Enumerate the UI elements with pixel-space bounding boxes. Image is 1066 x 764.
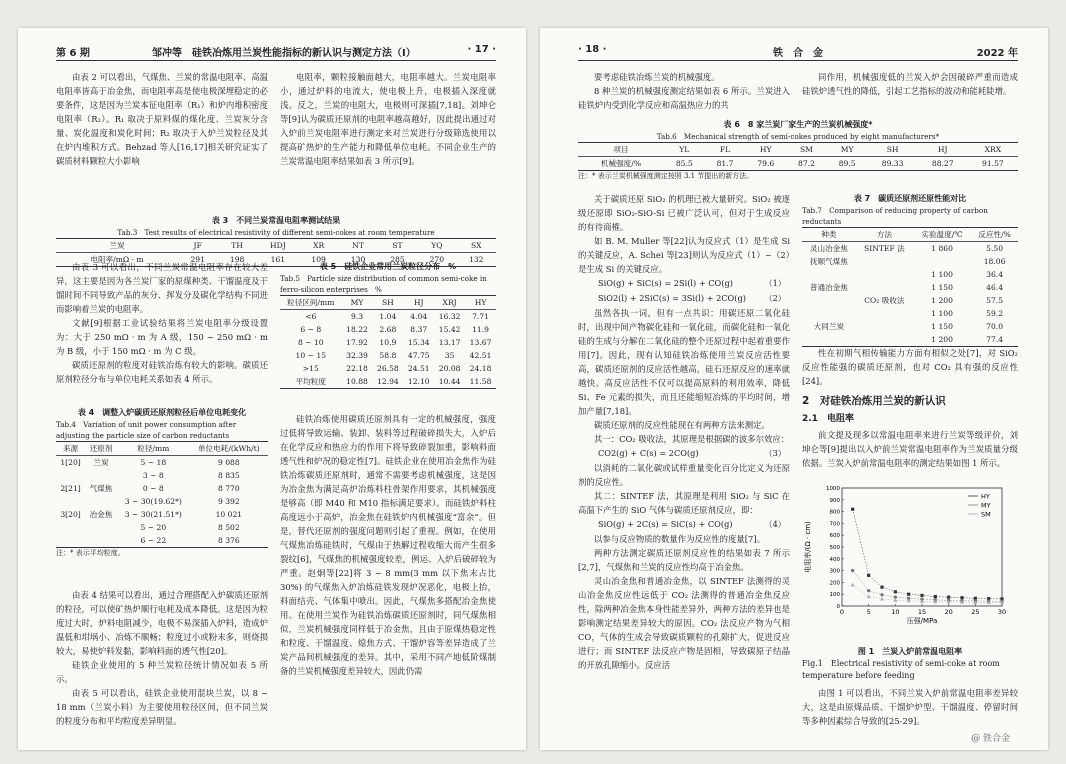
table-7-title-en: Tab.7 Comparison of reducing property of carbon reductants bbox=[802, 206, 988, 226]
column-1-body bbox=[578, 192, 790, 672]
table-cell: 9 088 bbox=[217, 458, 240, 467]
table-row bbox=[56, 508, 268, 521]
table-header: 来源 bbox=[56, 442, 85, 456]
table-header: HJ bbox=[403, 296, 434, 310]
table-header: HDJ bbox=[257, 239, 299, 253]
table-cell: 81.7 bbox=[716, 159, 734, 168]
table-cell: 7.71 bbox=[472, 312, 489, 321]
table-cell: 89.5 bbox=[838, 159, 856, 168]
table-cell: 15.42 bbox=[438, 325, 461, 334]
data-point-my bbox=[851, 569, 854, 572]
table-cell: 5 ~ 18 bbox=[140, 458, 167, 467]
y-tick-label: 300 bbox=[829, 568, 840, 575]
table-header: SM bbox=[786, 143, 827, 157]
table-6-grid bbox=[578, 142, 1018, 171]
table-row bbox=[578, 157, 1018, 171]
series-line-my bbox=[853, 571, 1002, 602]
table-cell: 59.2 bbox=[986, 309, 1004, 318]
table-cell: 24.51 bbox=[407, 364, 430, 373]
table-row bbox=[802, 255, 1018, 268]
table-cell: 35 bbox=[444, 351, 455, 360]
table-header: 方法 bbox=[856, 228, 913, 242]
table-cell bbox=[856, 333, 913, 347]
table-cell: 77.4 bbox=[986, 335, 1004, 344]
data-point-my bbox=[880, 593, 883, 596]
table-cell: 11.9 bbox=[472, 325, 489, 334]
data-point-sm bbox=[851, 583, 855, 587]
column-2-top bbox=[802, 70, 1018, 98]
table-cell: 4.04 bbox=[410, 312, 428, 321]
table-4-note: 注：* 表示平均粒度。 bbox=[56, 549, 125, 557]
data-point-hy bbox=[880, 586, 883, 589]
table-6-title-en: Tab.6 Mechanical strength of semi-cokes produced by eight manufacturers* bbox=[656, 132, 940, 141]
table-header: 单位电耗/(kWh/t) bbox=[190, 442, 268, 456]
table-header: HJ bbox=[918, 143, 968, 157]
y-tick-label: 1000 bbox=[826, 486, 840, 492]
paragraph: 其二：SINTEF 法，其原理是利用 SiO₂ 与 SiC 在高温下产生的 SiO 气体与碳质还原剂反应，即： bbox=[578, 491, 790, 515]
table-header: HY bbox=[745, 143, 786, 157]
y-tick-label: 500 bbox=[829, 545, 840, 551]
plot-frame bbox=[842, 488, 1002, 606]
table-cell bbox=[85, 534, 117, 548]
table-cell bbox=[85, 469, 117, 482]
table-cell: CO₂ 吸收法 bbox=[864, 296, 905, 305]
x-axis-label: 压强/MPa bbox=[906, 617, 938, 625]
table-cell: 24.18 bbox=[469, 364, 492, 373]
table-cell: 91.57 bbox=[982, 159, 1004, 168]
column-2-top bbox=[280, 70, 496, 168]
page-17 bbox=[18, 28, 526, 750]
table-cell: 10 ~ 15 bbox=[295, 351, 327, 360]
table-cell: 6 ~ 8 bbox=[300, 325, 322, 334]
table-cell: 1 100 bbox=[931, 309, 953, 318]
table-cell: 5.50 bbox=[986, 244, 1004, 253]
table-5-title: 表 5 硅铁企业常用兰炭粒径分布 % bbox=[319, 262, 457, 271]
table-row bbox=[280, 336, 496, 349]
table-4-title: 表 4 调整入炉碳质还原剂粒径后单位电耗变化 bbox=[77, 408, 247, 417]
table-cell: 109 bbox=[311, 255, 326, 264]
table-cell bbox=[56, 495, 85, 508]
figure-1 bbox=[802, 482, 1018, 728]
table-6-note: 注：* 表示兰炭机械强度测定按照 3.1 节提出的新方法。 bbox=[578, 172, 754, 180]
issue-label: 第 6 期 bbox=[56, 48, 90, 59]
table-cell: 10 021 bbox=[215, 510, 243, 519]
paragraph: 以消耗的二氧化碳或试样重量变化百分比定义为还原剂的反应性。 bbox=[578, 463, 790, 487]
table-cell: 普通冶金焦 bbox=[809, 283, 848, 292]
table-5-grid bbox=[280, 295, 496, 389]
column-1-top bbox=[578, 70, 790, 112]
table-row bbox=[280, 310, 496, 324]
table-cell: 58.8 bbox=[379, 351, 397, 360]
table-cell: 2[21] bbox=[60, 484, 81, 493]
table-cell bbox=[856, 255, 913, 268]
table-cell: 0 ~ 8 bbox=[142, 484, 164, 493]
paragraph: 碳质还原剂的粒度对硅铁冶炼有较大的影响。碳质还原剂粒径分布与单位电耗关系如表 4 所示。 bbox=[56, 360, 268, 384]
table-cell: 大同兰炭 bbox=[813, 322, 845, 331]
equation-body: SiO2(l) + 2SiC(s) = 3Si(l) + 2CO(g) bbox=[598, 293, 746, 303]
paragraph: 同作用，机械强度低的兰炭入炉会因破碎严重而造成硅铁炉透气性的降低，引起工艺指标的波动和能耗陡增。 bbox=[802, 72, 1018, 96]
table-cell: 3[20] bbox=[60, 510, 81, 519]
data-point-hy bbox=[851, 508, 854, 511]
figure-1-caption-en: Fig.1 Electrical resistivity of semi-coke at room temperature before feeding bbox=[802, 659, 1000, 680]
table-cell: 2.68 bbox=[379, 325, 397, 334]
series-line-hy bbox=[853, 509, 1002, 599]
table-cell: 70.0 bbox=[986, 322, 1004, 331]
x-tick-label: 20 bbox=[944, 608, 953, 616]
paragraph: 性在初期气相传输能力方面有相似之处[7]，对 SiO₂ 反应性能强的碳质还原剂，也对 CO₂ 具有强的反应性[24]。 bbox=[802, 348, 1018, 386]
table-row bbox=[280, 362, 496, 375]
table-cell: 平均粒度 bbox=[295, 377, 326, 386]
paragraph: 由表 4 结果可以看出，通过合理搭配入炉碳质还原剂的粒径，可以使矿热炉顺行电耗及成本降低。这是因为粒度过大时，炉料电阻减少，电极不易深插入炉料，造成炉温低和坩埚小、冶炼不顺畅；粒度过小或粉末多，则烧损较大，易使炉料发黏，影响料面的透气性[20]。 bbox=[56, 590, 268, 656]
table-cell: 10.88 bbox=[346, 377, 368, 386]
table-cell: <6 bbox=[305, 312, 317, 321]
x-tick-label: 0 bbox=[839, 608, 845, 616]
table-header: TH bbox=[217, 239, 256, 253]
table-cell: 13.67 bbox=[469, 338, 492, 347]
data-point-hy bbox=[907, 593, 910, 596]
table-row bbox=[56, 521, 268, 534]
table-4 bbox=[56, 406, 268, 559]
equation-1 bbox=[578, 276, 790, 291]
table-row bbox=[280, 323, 496, 336]
y-tick-label: 600 bbox=[829, 533, 840, 540]
data-point-hy bbox=[960, 596, 963, 599]
paragraph: 碳质还原剂的反应性能现在有两种方法来测定。 bbox=[594, 420, 770, 430]
table-cell: 16.32 bbox=[438, 312, 461, 321]
table-header: XRJ bbox=[434, 296, 465, 310]
table-cell bbox=[802, 294, 856, 307]
table-header: 兰炭 bbox=[56, 239, 178, 253]
journal-name: 铁 合 金 bbox=[773, 48, 823, 59]
table-cell: 12.10 bbox=[407, 377, 430, 386]
equation-body: SiO(g) + SiC(s) = 2Si(l) + CO(g) bbox=[598, 278, 733, 288]
table-3-title: 表 3 不同兰炭常温电阻率测试结果 bbox=[211, 216, 341, 225]
table-cell: 46.4 bbox=[986, 283, 1004, 292]
paragraph: 由图 1 可以看出，不同兰炭入炉前常温电阻率差异较大，这是由原煤品质、干馏炉炉型、干馏温度、停留时间等多种因素综合导致的[25-29]。 bbox=[802, 688, 1018, 726]
legend-label: MY bbox=[981, 501, 991, 510]
resistivity-chart bbox=[802, 482, 1018, 642]
table-row bbox=[280, 375, 496, 389]
x-tick-label: 10 bbox=[891, 608, 900, 616]
equation-2 bbox=[578, 291, 790, 306]
table-row bbox=[56, 456, 268, 470]
table-cell: 8 770 bbox=[217, 484, 240, 493]
paragraph: 灵山冶金焦和普通冶金焦，以 SINTEF 法测得的灵山冶金焦反应性远低于 CO₂ 法测得的普通冶金焦反应性，除两种冶金焦本身性能差异外，两种方法的差异也是影响测定结果差异较大的原因。CO₂ 法反应产物为气相 CO，气体的生成会导致碳质颗粒的孔隙扩大，促进反应进行；而 SINTEF 法反应产物是固相，导致碳原子结晶的开放孔隙缩小。反应活 bbox=[578, 576, 790, 670]
table-row bbox=[56, 495, 268, 508]
table-cell bbox=[56, 534, 85, 548]
table-cell: 79.6 bbox=[757, 159, 775, 168]
table-row bbox=[802, 281, 1018, 294]
table-cell: 57.5 bbox=[986, 296, 1004, 305]
table-4-grid bbox=[56, 441, 268, 548]
y-tick-label: 400 bbox=[829, 556, 840, 563]
data-point-my bbox=[867, 589, 870, 592]
table-cell: 36.4 bbox=[986, 270, 1004, 279]
equation-body: CO2(g) + C(s) = 2CO(g) bbox=[598, 448, 699, 458]
table-cell: 10.44 bbox=[438, 377, 461, 386]
table-6 bbox=[578, 118, 1018, 182]
y-tick-label: 700 bbox=[829, 521, 840, 528]
x-tick-label: 30 bbox=[997, 608, 1007, 616]
data-point-hy bbox=[867, 574, 870, 577]
table-cell: 6 ~ 22 bbox=[140, 536, 167, 545]
table-cell bbox=[802, 333, 856, 347]
table-4-title-en: Tab.4 Variation of unit power consumption after adjusting the particle size of carbon reductants bbox=[56, 420, 237, 440]
page-18 bbox=[540, 28, 1048, 750]
paragraph: 虽然各执一词，但有一点共识：用碳还原二氧化硅时，出现中间产物碳化硅和一氧化硅，而碳化硅和一氧化硅的生成与分解在二氧化硅的整个还原过程中起着重要作用[7]。因此，现有认知硅铁冶炼使用兰炭反应活性要高，碳质还原剂的反应活性越高，硅石还原反应的速率就越快。高反应活性不仅可以提高原料的利用效率，降低 Si、Fe 元素的损失，而且还能缩短冶炼的平均时间，增加产量[7,18]。 bbox=[578, 308, 790, 416]
paragraph: 硅铁企业使用的 5 种兰炭粒径统计情况如表 5 所示。 bbox=[56, 660, 268, 684]
table-cell: 88.27 bbox=[931, 159, 954, 168]
table-header: JF bbox=[178, 239, 217, 253]
table-cell bbox=[913, 255, 971, 268]
table-header: 粒径/mm bbox=[117, 442, 190, 456]
table-row bbox=[802, 242, 1018, 256]
table-cell: 1 150 bbox=[931, 322, 953, 331]
figure-1-caption: 图 1 兰炭入炉前常温电阻率 bbox=[857, 647, 963, 656]
table-cell: 22.18 bbox=[346, 364, 368, 373]
table-cell: SINTEF 法 bbox=[864, 244, 905, 253]
table-header: XRX bbox=[968, 143, 1018, 157]
series-line-sm bbox=[853, 585, 1002, 603]
subsection-heading: 2.1 电阻率 bbox=[802, 414, 854, 424]
table-header: 实验温度/℃ bbox=[913, 228, 971, 242]
table-cell: 灵山冶金焦 bbox=[809, 244, 848, 253]
table-header: SX bbox=[457, 239, 496, 253]
page-number: · 17 · bbox=[467, 44, 496, 55]
table-header: XR bbox=[299, 239, 338, 253]
table-header: FL bbox=[705, 143, 746, 157]
row-label: 机械强度/% bbox=[600, 159, 642, 168]
equation-number: （2） bbox=[764, 293, 786, 303]
column-1-middle bbox=[56, 260, 268, 386]
table-5 bbox=[280, 260, 496, 389]
column-1-top bbox=[56, 70, 268, 168]
row-label: 电阻率/mΩ · m bbox=[90, 255, 144, 264]
table-row bbox=[56, 469, 268, 482]
table-row bbox=[802, 294, 1018, 307]
equation-number: （4） bbox=[764, 519, 786, 529]
table-cell: 冶金焦 bbox=[89, 510, 113, 519]
table-header: 反应性/% bbox=[971, 228, 1018, 242]
table-cell: 3 ~ 30(21.51*) bbox=[124, 510, 182, 519]
table-cell: 15.34 bbox=[407, 338, 430, 347]
legend-label: SM bbox=[981, 510, 991, 519]
table-cell: 8 502 bbox=[217, 523, 240, 532]
table-header: 还原剂 bbox=[85, 442, 117, 456]
article-title: 邹冲等 硅铁冶炼用兰炭性能指标的新认识与测定方法（Ⅰ） bbox=[152, 48, 416, 59]
table-cell: 130 bbox=[350, 255, 366, 264]
table-cell: 抚顺气煤焦 bbox=[809, 257, 848, 266]
paragraph: 电阻率，颗粒接触面越大，电阻率越大。兰炭电阻率小，通过炉料的电流大，使电极上升，电极插入深度就浅。反之，兰炭的电阻大，电极则可深插[7,18]。刘坤仑等[9]认为碳质还原剂的电阻率越高越好，因此提出通过对入炉前兰炭电阻率进行测定来对兰炭进行分级筛选使用以提高矿热炉的生产能力和降低单位电耗。不同企业生产的兰炭常温电阻率结果如表 3 所示[9]。 bbox=[280, 72, 496, 166]
table-cell: 1 860 bbox=[931, 244, 953, 253]
table-cell bbox=[856, 307, 913, 320]
table-cell bbox=[802, 268, 856, 281]
table-cell: 1 100 bbox=[931, 270, 953, 279]
table-5-title-en: Tab.5 Particle size distribution of common semi-coke in ferro-silicon enterprises % bbox=[280, 274, 487, 294]
equation-3 bbox=[578, 446, 790, 461]
table-cell: 1 200 bbox=[931, 296, 953, 305]
table-header: 种类 bbox=[802, 228, 856, 242]
y-axis-label: 电阻率/(Ω · cm) bbox=[804, 521, 812, 573]
table-cell: 3 ~ 8 bbox=[142, 471, 164, 480]
table-header: YL bbox=[664, 143, 705, 157]
column-2-bottom bbox=[802, 686, 1018, 728]
table-cell: 8 376 bbox=[217, 536, 240, 545]
table-cell: 132 bbox=[469, 255, 484, 264]
table-cell: 1.04 bbox=[379, 312, 397, 321]
table-cell: 285 bbox=[390, 255, 405, 264]
table-header: NT bbox=[338, 239, 377, 253]
section-heading: 2 对硅铁冶炼用兰炭的新认识 bbox=[802, 395, 946, 407]
table-cell: 兰炭 bbox=[93, 458, 109, 467]
table-6-title: 表 6 8 家兰炭厂家生产的兰炭机械强度* bbox=[723, 120, 873, 129]
table-cell: 18.06 bbox=[983, 257, 1006, 266]
table-cell bbox=[856, 281, 913, 294]
table-cell: 89.33 bbox=[881, 159, 904, 168]
table-cell: 26.58 bbox=[377, 364, 399, 373]
table-cell: 气煤焦 bbox=[89, 484, 113, 493]
table-cell: 9 392 bbox=[217, 497, 240, 506]
data-point-hy bbox=[947, 596, 950, 599]
paragraph: 要考虑硅铁冶炼兰炭的机械强度。 bbox=[594, 72, 720, 82]
table-header: SH bbox=[372, 296, 403, 310]
table-cell: 20.08 bbox=[438, 364, 461, 373]
paragraph: 文献[9]根据工业试验结果将兰炭电阻率分级设置为：大于 250 mΩ · m 为 A 级，150 ~ 250 mΩ · m 为 B 级，小于 150 mΩ · m 为 C 级。 bbox=[56, 318, 268, 356]
table-cell: 270 bbox=[429, 255, 445, 264]
table-row bbox=[280, 349, 496, 362]
table-header: 项目 bbox=[578, 143, 664, 157]
paragraph: 由表 2 可以看出，气煤焦、兰炭的常温电阻率、高温电阻率皆高于冶金焦，而电阻率高是使电极深埋稳定的必要条件，这是因为兰炭本征电阻率（R₁）和炉内堆积密度电阻率（R₂）。R₁ 取决于原料煤的煤化度、兰炭灰分含量、炭化温度和炭化时间；R₂ 取决于入炉兰炭粒径及其在炉内堆积方式。Behzad 等人[16,17]相关研究证实了碳质材料颗粒大小影响 bbox=[56, 72, 268, 166]
table-cell: 17.92 bbox=[346, 338, 368, 347]
table-cell: 9.3 bbox=[350, 312, 364, 321]
table-header: YQ bbox=[417, 239, 456, 253]
paragraph: 由表 5 可以看出，硅铁企业使用混块兰炭，以 8 ~ 18 mm（兰炭小料）为主要使用粒径区间，但不同兰炭的粒度分布和平均粒度差异明显。 bbox=[56, 688, 268, 726]
data-point-hy bbox=[920, 594, 923, 597]
paragraph: 硅铁冶炼使用碳质还原剂具有一定的机械强度，强度过低将导致运输、装卸、装料等过程破碎损失大，入炉后在化学反应和热应力的作用下将导致碎裂加重，影响料面透气性和炉况的稳定性[7]。硅铁企业在使用冶金焦作为硅铁冶炼碳质还原剂时，通常不需要考虑机械强度，这是因为冶金焦为满足高炉冶炼料柱骨架作用要求，其机械强度是够高（即 M40 和 M10 指标满足要求）。而硅铁炉料柱高度远小于高炉，冶金焦在硅铁炉内机械强度“富余”。但是，替代还原剂的强度问题则引起了重视。例如，在使用气煤焦冶炼硅铁时，气煤由于热解过程收缩大而产生很多裂纹[6]，气煤焦的机械强度较差，例运、入炉后破碎较为严重。赵炯等[22]将 3 ~ 8 mm(3 mm 以下焦末占比 30%) 的气煤焦入炉冶炼硅铁发现炉况恶化，电极上抬，料面结壳、气体集中喷出。因此，气煤焦多搭配冶金焦使用。在使用兰炭作为硅铁冶炼碳质还原剂时，同气煤焦相似，兰炭机械强度同样低于冶金焦，且由于原煤热稳定性和粒度、干馏温度、熄焦方式、干馏炉容等差异造成了兰炭产品间机械强度的差异。其中，采用不同产地低阶煤制备的兰炭机械强度差异较大，因此仍需 bbox=[280, 414, 496, 676]
table-cell: 12.94 bbox=[377, 377, 399, 386]
table-cell: 291 bbox=[190, 255, 205, 264]
paragraph: 其一：CO₂ 吸收法，其原理是根据碳的波多尔效应： bbox=[594, 434, 790, 444]
table-header: HY bbox=[465, 296, 496, 310]
watermark: @ 铁合金 bbox=[971, 734, 1010, 744]
table-cell: 8.37 bbox=[410, 325, 428, 334]
paragraph: 以参与反应物质的数量作为反应性的度量[7]。 bbox=[594, 534, 765, 544]
table-row bbox=[56, 534, 268, 548]
equation-number: （1） bbox=[764, 278, 786, 288]
table-row bbox=[802, 307, 1018, 320]
table-7-grid bbox=[802, 227, 1018, 347]
year-label: 2022 年 bbox=[976, 48, 1018, 59]
legend-label: HY bbox=[981, 492, 990, 501]
table-cell: 87.2 bbox=[798, 159, 815, 168]
x-tick-label: 5 bbox=[866, 608, 871, 616]
table-cell: >15 bbox=[302, 364, 319, 373]
table-cell: 8 835 bbox=[217, 471, 240, 480]
table-cell: 1 200 bbox=[931, 335, 953, 344]
table-header: ST bbox=[378, 239, 417, 253]
x-tick-label: 25 bbox=[971, 608, 980, 616]
table-cell bbox=[85, 495, 117, 508]
table-row bbox=[56, 482, 268, 495]
table-cell: 3 ~ 30(19.62*) bbox=[124, 497, 182, 506]
table-cell: 47.75 bbox=[407, 351, 430, 360]
table-cell bbox=[802, 307, 856, 320]
equation-number: （3） bbox=[764, 448, 786, 458]
data-point-sm bbox=[880, 597, 884, 601]
table-header: SH bbox=[868, 143, 918, 157]
table-cell: 10.9 bbox=[379, 338, 397, 347]
table-cell: 42.51 bbox=[469, 351, 492, 360]
table-header: MY bbox=[827, 143, 868, 157]
running-header bbox=[56, 44, 496, 61]
data-point-hy bbox=[934, 595, 937, 598]
column-2-body bbox=[802, 346, 1018, 470]
table-cell: 1[20] bbox=[60, 458, 81, 467]
table-cell: 32.39 bbox=[346, 351, 368, 360]
paragraph: 两种方法测定碳质还原剂反应性的结果如表 7 所示[2,7]，气煤焦和兰炭的反应性均高于冶金焦。 bbox=[578, 548, 790, 572]
table-row bbox=[802, 268, 1018, 281]
y-tick-label: 900 bbox=[829, 497, 840, 504]
paragraph: 8 种兰炭的机械强度测定结果如表 6 所示。兰炭进入硅铁炉内受到化学反应和高温热应力的共 bbox=[578, 86, 790, 110]
table-cell: 13.17 bbox=[438, 338, 461, 347]
y-tick-label: 200 bbox=[829, 580, 840, 587]
table-header: 粒径区间/mm bbox=[280, 296, 342, 310]
table-header: MY bbox=[342, 296, 373, 310]
paragraph: 前文提及现多以常温电阻率来进行兰炭等级评价，刘坤仑等[9]提出以入炉前兰炭常温电阻率作为兰炭质量分级依据。兰炭入炉前常温电阻率的测定结果如图 1 所示。 bbox=[802, 430, 1018, 468]
equation-4 bbox=[578, 517, 790, 532]
data-point-sm bbox=[867, 595, 871, 599]
table-cell: 5 ~ 20 bbox=[140, 523, 167, 532]
table-cell bbox=[856, 320, 913, 333]
x-tick-label: 15 bbox=[917, 608, 927, 616]
table-7-title: 表 7 碳质还原剂还原性能对比 bbox=[853, 194, 967, 203]
page-number: · 18 · bbox=[578, 44, 607, 55]
table-row bbox=[802, 320, 1018, 333]
y-tick-label: 100 bbox=[829, 592, 840, 599]
data-point-hy bbox=[894, 590, 897, 593]
column-2-bottom bbox=[280, 412, 496, 678]
table-cell: 1 150 bbox=[931, 283, 953, 292]
table-cell bbox=[85, 521, 117, 534]
table-cell bbox=[856, 268, 913, 281]
y-tick-label: 800 bbox=[829, 509, 840, 516]
y-tick-label: 0 bbox=[836, 604, 840, 610]
table-7 bbox=[802, 192, 1018, 347]
table-cell: 85.5 bbox=[675, 159, 693, 168]
paragraph: 关于碳质还原 SiO₂ 的机理已被大量研究。SiO₂ 被逐级还原即 SiO₂-SiO-Si 已被广泛认可，但对于生成反应的有待商榷。 bbox=[578, 194, 791, 232]
table-cell bbox=[56, 469, 85, 482]
table-cell: 161 bbox=[270, 255, 286, 264]
equation-body: SiO(g) + 2C(s) = SiC(s) + CO(g) bbox=[598, 519, 733, 529]
table-cell bbox=[56, 521, 85, 534]
table-row bbox=[802, 333, 1018, 347]
table-cell: 8 ~ 10 bbox=[297, 338, 324, 347]
table-cell: 198 bbox=[229, 255, 245, 264]
table-cell: 11.58 bbox=[469, 377, 492, 386]
table-3-title-en: Tab.3 Test results of electrical resistivity of different semi-cokes at room temperature bbox=[117, 228, 435, 237]
paragraph: 如 B. M. Muller 等[22]认为反应式（1）是生成 Si 的关键反应，A. Schei 等[23]则认为反应式（1）~（2）是生成 Si 的关键反应。 bbox=[578, 236, 790, 274]
column-1-bottom bbox=[56, 588, 268, 728]
paragraph: 由表 3 可以看出，不同兰炭常温电阻率存在较大差异，这主要是因为各兰炭厂家的原煤种类、干馏温度及干馏时间不同导致产品的灰分、挥发分及碳化学结构不同进而影响着兰炭的电阻率。 bbox=[56, 262, 268, 314]
running-header bbox=[578, 44, 1018, 61]
table-cell: 18.22 bbox=[346, 325, 368, 334]
